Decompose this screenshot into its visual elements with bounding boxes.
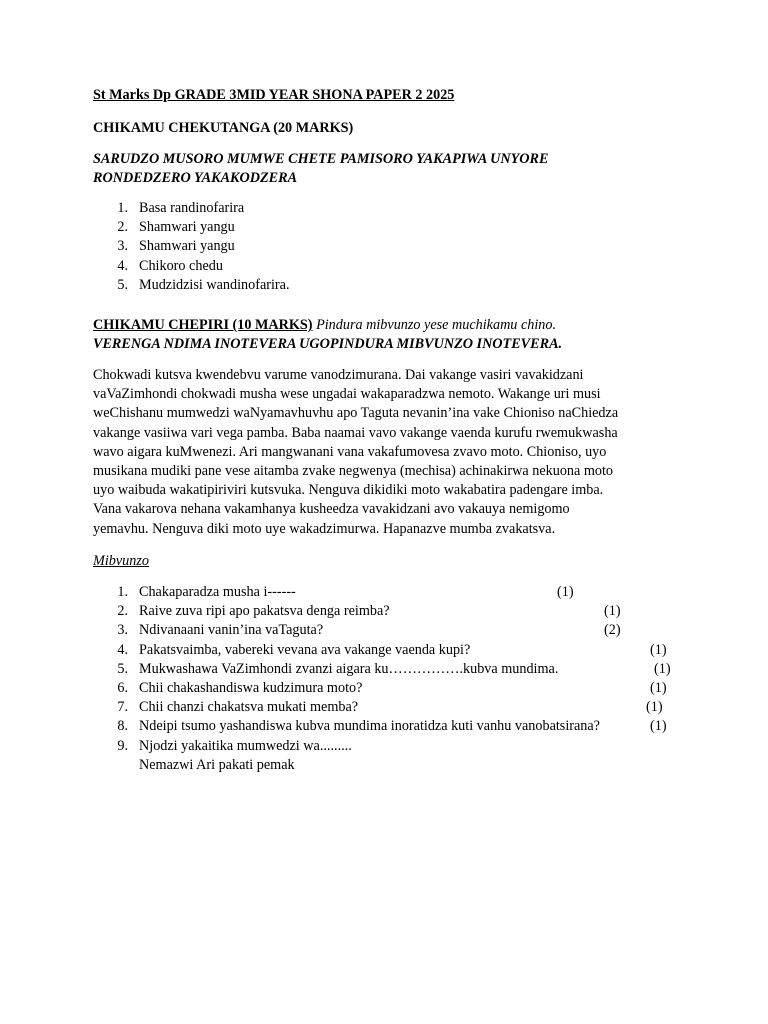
question-item [93,660,683,679]
question-item [93,698,683,717]
question-item [93,583,683,602]
instruction-line: SARUDZO MUSORO MUMWE CHETE PAMISORO YAKAPIWA UNYORE [93,151,549,167]
question-text: Njodzi yakaitika mumwedzi wa......... [139,737,352,754]
mark-allocation: (1) [646,699,663,716]
passage-line: Vana vakarova nehana vakamhanya kusheedza vavakidzani avo vakauya nemigomo [93,501,570,518]
questions-heading: Mibvunzo [93,553,149,569]
mark-allocation: (1) [557,584,574,600]
item-number: 4. [117,257,128,274]
section-two-note: Pindura mibvunzo yese muchikamu chino. [312,317,557,333]
passage-line: yemavhu. Nenguva diki moto uye wakadzimurwa. Hapanazve mumba zvakatsva. [93,520,556,537]
item-number: 1. [117,584,128,600]
section-two-instruction: VERENGA NDIMA INOTEVERA UGOPINDURA MIBVUNZO INOTEVERA. [93,336,563,352]
paper-title: St Marks Dp GRADE 3MID YEAR SHONA PAPER 2 2025 [93,87,455,103]
question-text: Ndivanaani vanin’ina vaTaguta? [139,622,324,639]
item-text: Chikoro chedu [139,257,223,274]
question-text: Chii chakashandiswa kudzimura moto? [139,679,363,696]
passage-line: Chokwadi kutsva kwendebvu varume vanodzimurana. Dai vakange vasiri vavakidzani [93,367,584,383]
item-number: 8. [117,718,128,735]
item-number: 6. [117,679,128,696]
mark-allocation: (1) [650,679,667,696]
question-text: Chakaparadza musha i------ [139,584,296,600]
question-text: Pakatsvaimba, vabereki vevana ava vakange vaenda kupi? [139,641,471,658]
item-number: 9. [117,737,128,754]
passage-line: vakange vasiiwa vari vega pamba. Baba naamai vavo vakange vaenda kurufu rwemukwasha [93,424,618,441]
item-number: 2. [117,603,128,620]
passage-line: uyo waibuda wakatipiriviri kutsvuka. Nenguva dikidiki moto wakabatira padengare imba. [93,482,604,499]
passage-line: vaVaZimhondi chokwadi musha wese ungadai wakaparadzwa nemoto. Wakange uri musi [93,386,601,403]
item-number: 5. [117,276,128,293]
item-number: 3. [117,622,128,639]
item-number: 4. [117,641,128,658]
question-item [93,641,683,660]
passage-line: wavo aigara kuMwenezi. Ari mangwanani vana vakafumovesa zvavo moto. Chioniso, uyo [93,443,607,460]
question-item [93,621,683,640]
item-number: 2. [117,219,128,236]
item-text: Shamwari yangu [139,219,235,236]
instruction-line: RONDEDZERO YAKAKODZERA [93,170,298,187]
question-item [93,717,683,736]
section-two-heading: CHIKAMU CHEPIRI (10 MARKS) [93,317,313,333]
item-number: 1. [117,200,128,216]
item-text: Shamwari yangu [139,238,235,255]
item-number: 5. [117,660,128,677]
section-one-heading: CHIKAMU CHEKUTANGA (20 MARKS) [93,120,354,136]
section-one-instruction [93,150,683,188]
question-item [93,756,683,775]
question-item [93,602,683,621]
question-text: Nemazwi Ari pakati pemak [139,756,295,773]
question-item [93,737,683,756]
passage-line: weChishanu mumwedzi waNyamavhuvhu apo Taguta nevanin’ina vake Chioniso naChiedza [93,405,619,422]
reading-passage [93,366,683,539]
question-text: Chii chanzi chakatsva mukati memba? [139,699,359,716]
mark-allocation: (1) [654,660,671,677]
mark-allocation: (1) [650,718,667,735]
passage-line: musikana mudiki pane vese aitamba zvake negwenya (mechisa) achinakirwa nekuona moto [93,462,614,479]
item-text: Basa randinofarira [139,200,245,216]
question-item [93,679,683,698]
item-text: Mudzidzisi wandinofarira. [139,276,290,293]
question-text: Mukwashawa VaZimhondi zvanzi aigara ku…………….kubva mundima. [139,660,559,677]
mark-allocation: (2) [604,622,621,639]
section-two-heading-line [93,316,556,335]
item-number: 7. [117,699,128,716]
question-text: Raive zuva ripi apo pakatsva denga reimba? [139,603,390,620]
item-number: 3. [117,238,128,255]
mark-allocation: (1) [650,641,667,658]
mark-allocation: (1) [604,603,621,620]
question-list [93,583,683,775]
question-text: Ndeipi tsumo yashandiswa kubva mundima inoratidza kuti vanhu vanobatsirana? [139,718,600,735]
